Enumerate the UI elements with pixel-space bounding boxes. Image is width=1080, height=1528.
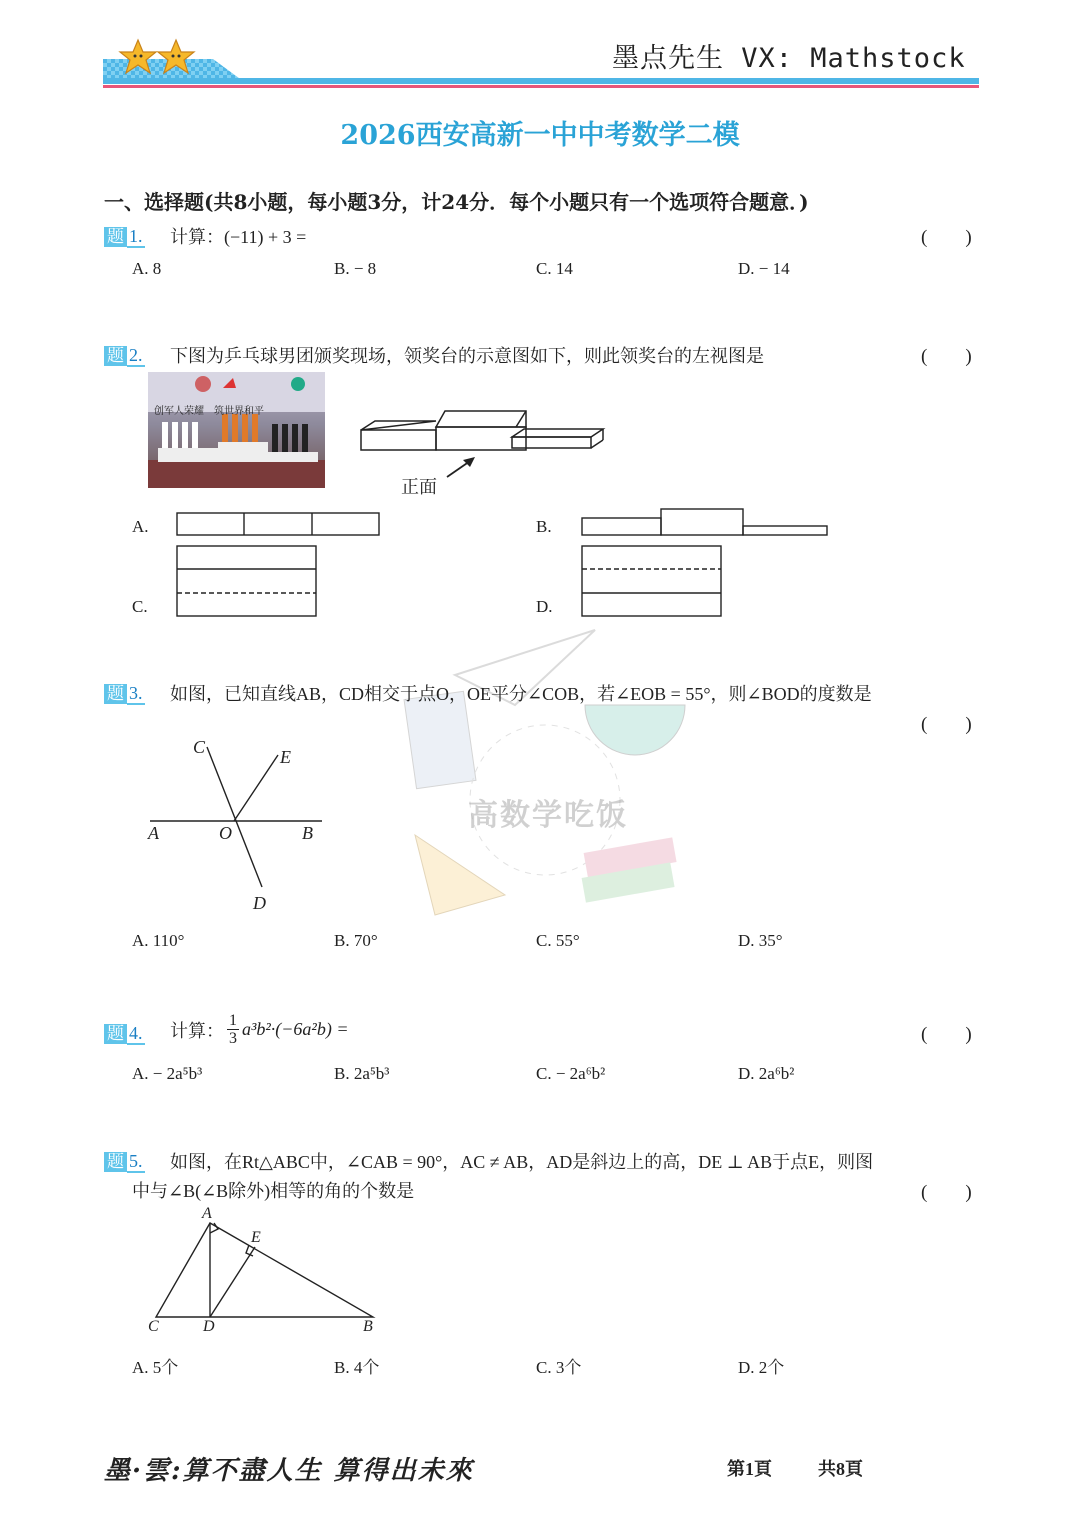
q2-option-b-figure[interactable]: [581, 508, 831, 542]
answer-bracket-4[interactable]: ( ): [921, 1024, 972, 1045]
q4-option-d[interactable]: D. 2a⁶b²: [738, 1064, 795, 1083]
front-label: 正面: [401, 477, 437, 497]
q2-option-d[interactable]: D.: [536, 597, 553, 616]
q4-suffix: a³b²·(−6a²b) =: [242, 1019, 349, 1039]
photo-banner-text: 创军人荣耀 筑世界和平: [154, 406, 264, 417]
q2-option-a-figure[interactable]: [176, 512, 382, 542]
triangle-diagram: [140, 1205, 390, 1340]
question-2-text: 下图为乒乓球男团颁奖现场，领奖台的示意图如下，则此领奖台的左视图是: [170, 346, 764, 366]
q2-option-d-figure[interactable]: [581, 545, 725, 623]
q5-option-b[interactable]: B. 4个: [334, 1358, 380, 1377]
q4-prefix: 计算：: [170, 1020, 224, 1041]
answer-bracket-1[interactable]: ( ): [921, 227, 972, 248]
q4-option-a[interactable]: A. − 2a⁵b³: [132, 1064, 203, 1083]
podium-photo: [148, 372, 325, 488]
q5-option-a[interactable]: A. 5个: [132, 1358, 179, 1377]
question-4-text: [170, 1012, 348, 1047]
question-4-tag: 题 4.: [104, 1019, 145, 1044]
question-1-text: 计算：(−11) + 3 =: [170, 227, 307, 247]
question-3-tag: 题 3.: [104, 679, 145, 704]
footer-total: 共8頁: [818, 1459, 863, 1479]
q5-option-d[interactable]: D. 2个: [738, 1358, 785, 1377]
label-c: C: [193, 737, 206, 757]
q3-option-a[interactable]: A. 110°: [132, 931, 185, 950]
question-5-tag: 题 5.: [104, 1147, 145, 1172]
answer-bracket-5[interactable]: ( ): [921, 1182, 972, 1203]
q5-option-c[interactable]: C. 3个: [536, 1358, 582, 1377]
header-stripe-pink: [103, 85, 979, 88]
question-3-text: 如图，已知直线AB，CD相交于点O，OE平分∠COB，若∠EOB = 55°，则∠BOD的度数是: [170, 684, 872, 704]
answer-bracket-2[interactable]: ( ): [921, 346, 972, 367]
q4-option-c[interactable]: C. − 2a⁶b²: [536, 1064, 606, 1083]
q1-option-c[interactable]: C. 14: [536, 259, 573, 278]
label-c5: C: [148, 1318, 159, 1335]
star-mascot-icon: [118, 38, 198, 80]
q2-option-c[interactable]: C.: [132, 597, 148, 616]
q3-option-c[interactable]: C. 55°: [536, 931, 580, 950]
label-b: B: [302, 823, 313, 843]
header-stripe: [103, 78, 979, 84]
label-b5: B: [363, 1318, 373, 1335]
watermark-text: 高数学吃饭: [468, 798, 628, 833]
label-a5: A: [202, 1205, 212, 1222]
q2-option-c-figure[interactable]: [176, 545, 320, 623]
label-d5: D: [203, 1318, 215, 1335]
q4-frac-den: 3: [229, 1030, 237, 1047]
footer-motto: 墨·雲:算不盡人生 算得出未來: [104, 1456, 474, 1486]
label-e: E: [280, 747, 291, 767]
q4-fraction: [227, 1012, 239, 1047]
watermark-logo: [395, 625, 705, 925]
question-1-tag: 题 1.: [104, 222, 145, 247]
label-o: O: [219, 823, 232, 843]
q2-option-a[interactable]: A.: [132, 517, 149, 536]
q4-option-b[interactable]: B. 2a⁵b³: [334, 1064, 390, 1083]
label-a: A: [148, 823, 159, 843]
q4-frac-num: 1: [229, 1012, 237, 1029]
label-d: D: [253, 893, 266, 913]
footer-page: 第1頁: [727, 1459, 772, 1479]
label-e5: E: [251, 1229, 261, 1246]
q3-option-d[interactable]: D. 35°: [738, 931, 783, 950]
q3-option-b[interactable]: B. 70°: [334, 931, 378, 950]
page-title: 2026西安高新一中中考数学二模: [340, 120, 740, 151]
angle-diagram: [140, 735, 340, 915]
question-2-tag: 题 2.: [104, 341, 145, 366]
header-brand: 墨点先生 VX: Mathstock: [612, 43, 966, 74]
question-5-text: 如图，在Rt△ABC中，∠CAB = 90°，AC ≠ AB，AD是斜边上的高，DE ⊥ AB于点E，则图: [170, 1152, 874, 1172]
answer-bracket-3[interactable]: ( ): [921, 714, 972, 735]
section-heading: 一、选择题(共8小题，每小题3分，计24分．每个小题只有一个选项符合题意．): [104, 190, 809, 214]
q2-option-b[interactable]: B.: [536, 517, 552, 536]
q1-option-a[interactable]: A. 8: [132, 259, 162, 278]
podium-diagram: [355, 404, 610, 494]
question-5-text-line2: 中与∠B(∠B除外)相等的角的个数是: [132, 1181, 415, 1201]
q1-option-d[interactable]: D. − 14: [738, 259, 790, 278]
q1-option-b[interactable]: B. − 8: [334, 259, 377, 278]
